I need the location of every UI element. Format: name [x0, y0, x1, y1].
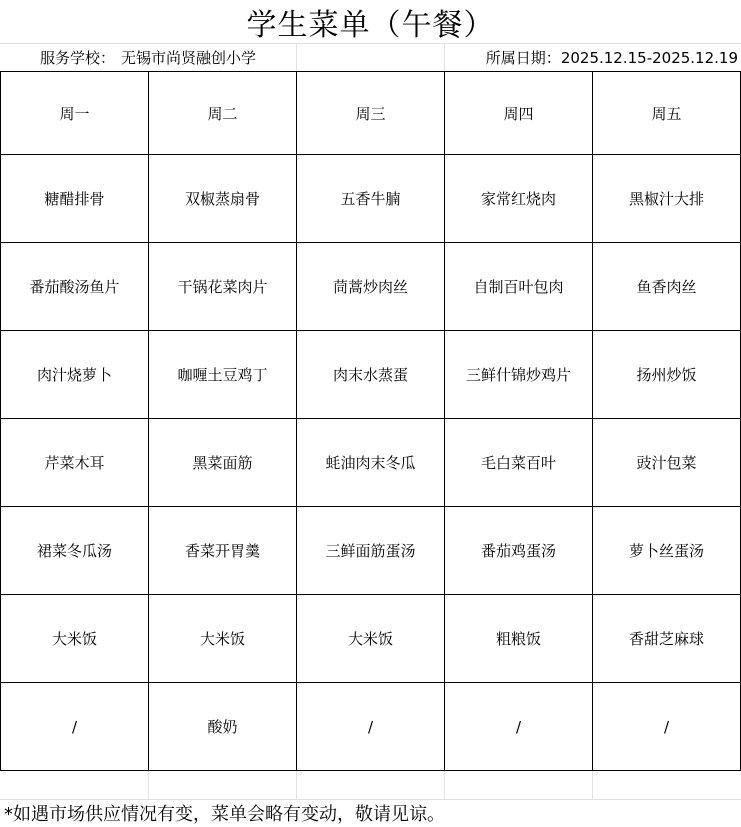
dish-cell: 香菜开胃羹 [149, 507, 297, 595]
menu-row [1, 331, 741, 419]
menu-title: 学生菜单（午餐） [246, 8, 495, 43]
dish-cell: 大米饭 [297, 595, 445, 683]
dish-cell: 裙菜冬瓜汤 [1, 507, 149, 595]
gridline [296, 44, 297, 71]
dish-cell: 咖喱土豆鸡丁 [149, 331, 297, 419]
dish-cell: 黑椒汁大排 [593, 155, 741, 243]
dish-cell: 肉汁烧萝卜 [1, 331, 149, 419]
weekday-header: 周一 [1, 72, 149, 155]
dish-cell: 干锅花菜肉片 [149, 243, 297, 331]
weekday-header: 周四 [445, 72, 593, 155]
menu-row [1, 507, 741, 595]
menu-row [1, 595, 741, 683]
dish-cell: 萝卜丝蛋汤 [593, 507, 741, 595]
dish-cell: 酸奶 [149, 683, 297, 771]
dish-cell: / [445, 683, 593, 771]
dish-cell: 豉汁包菜 [593, 419, 741, 507]
menu-table [0, 71, 741, 771]
dish-cell: / [297, 683, 445, 771]
dish-cell: 芹菜木耳 [1, 419, 149, 507]
dish-cell: 三鲜什锦炒鸡片 [445, 331, 593, 419]
gridline [592, 770, 593, 800]
dish-cell: 黑菜面筋 [149, 419, 297, 507]
dish-cell: 番茄酸汤鱼片 [1, 243, 149, 331]
footer-note: *如遇市场供应情况有变，菜单会略有变动，敬请见谅。 [4, 804, 445, 825]
weekday-header: 周五 [593, 72, 741, 155]
dish-cell: 大米饭 [1, 595, 149, 683]
dish-cell: 扬州炒饭 [593, 331, 741, 419]
dish-cell: 三鲜面筋蛋汤 [297, 507, 445, 595]
menu-row [1, 419, 741, 507]
weekday-header-row [1, 72, 741, 155]
gridline [296, 770, 297, 800]
dish-cell: 五香牛腩 [297, 155, 445, 243]
dish-cell: 香甜芝麻球 [593, 595, 741, 683]
date-range: 2025.12.15-2025.12.19 [560, 48, 738, 67]
dish-cell: 粗粮饭 [445, 595, 593, 683]
gridline [444, 770, 445, 800]
dish-cell: 茼蒿炒肉丝 [297, 243, 445, 331]
school-info [0, 44, 296, 71]
menu-row [1, 683, 741, 771]
menu-row [1, 243, 741, 331]
date-info [444, 44, 740, 71]
menu-row [1, 155, 741, 243]
dish-cell: 糖醋排骨 [1, 155, 149, 243]
school-name: 无锡市尚贤融创小学 [121, 49, 257, 67]
dish-cell: 肉末水蒸蛋 [297, 331, 445, 419]
dish-cell: / [1, 683, 149, 771]
dish-cell: 番茄鸡蛋汤 [445, 507, 593, 595]
dish-cell: 蚝油肉末冬瓜 [297, 419, 445, 507]
dish-cell: 毛白菜百叶 [445, 419, 593, 507]
dish-cell: / [593, 683, 741, 771]
dish-cell: 家常红烧肉 [445, 155, 593, 243]
dish-cell: 自制百叶包肉 [445, 243, 593, 331]
dish-cell: 鱼香肉丝 [593, 243, 741, 331]
dish-cell: 大米饭 [149, 595, 297, 683]
dish-cell: 双椒蒸扇骨 [149, 155, 297, 243]
weekday-header: 周二 [149, 72, 297, 155]
date-label: 所属日期： [485, 49, 561, 67]
school-label: 服务学校： [39, 49, 115, 67]
gridline [148, 770, 149, 800]
weekday-header: 周三 [297, 72, 445, 155]
